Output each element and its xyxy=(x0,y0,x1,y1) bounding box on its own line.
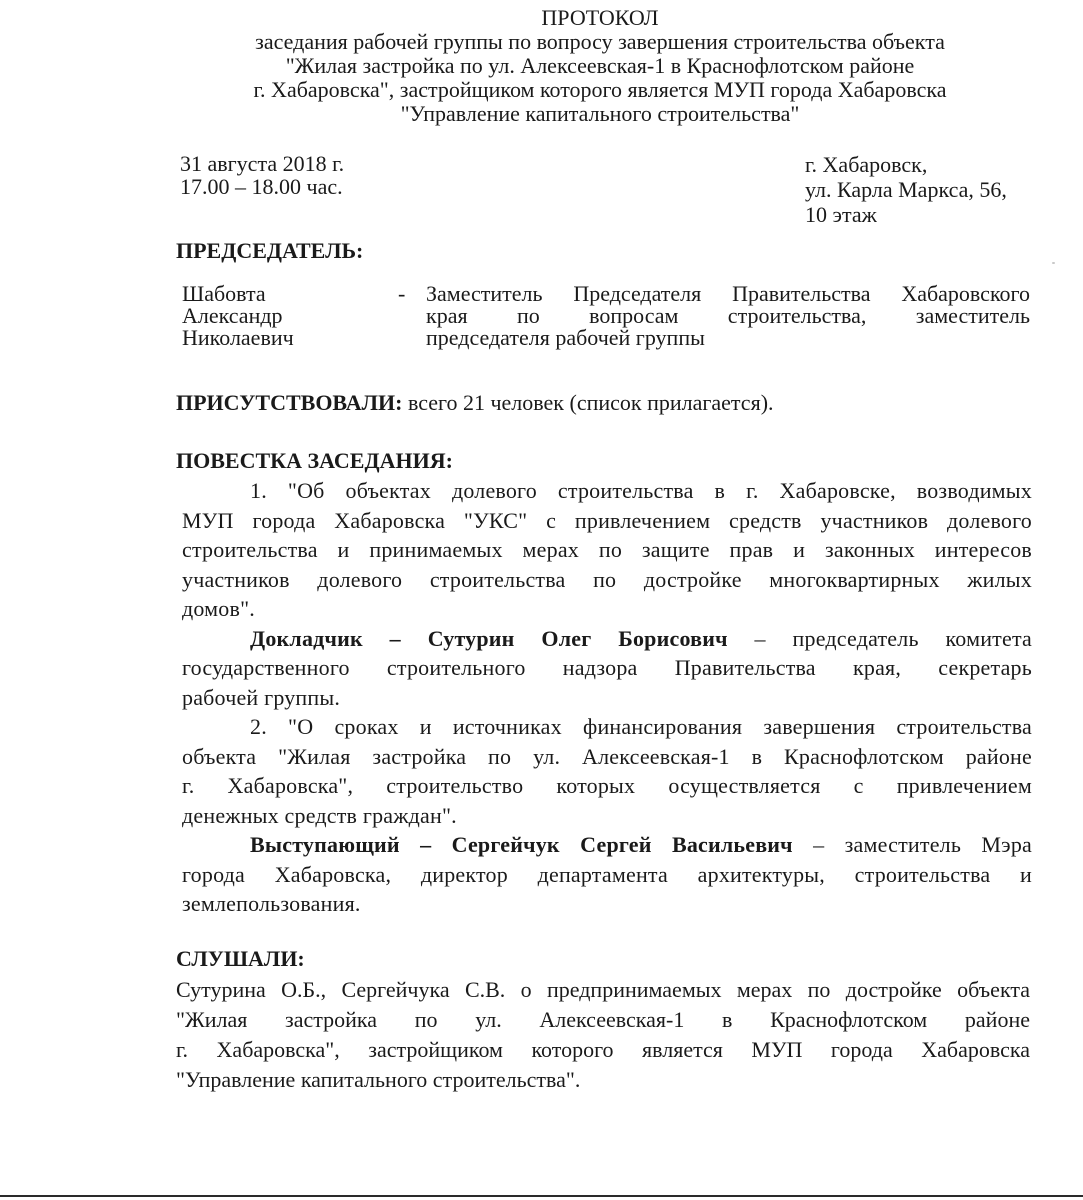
speaker-2-desc-line: землепользования. xyxy=(182,891,361,916)
chair-heading: ПРЕДСЕДАТЕЛЬ: xyxy=(176,238,364,263)
heard-line: г. Хабаровска", застройщиком которого является МУП города Хабаровска xyxy=(176,1037,1030,1062)
agenda-item-1-line: строительства и принимаемых мерах по защите прав и законных интересов xyxy=(182,537,1032,562)
header-line: г. Хабаровска", застройщиком которого является МУП города Хабаровска xyxy=(253,77,947,102)
scan-speck xyxy=(1052,262,1055,264)
chair-dash: - xyxy=(398,281,406,306)
speaker-2-line xyxy=(182,830,1032,860)
agenda-item-2-line: денежных средств граждан". xyxy=(182,802,457,828)
document-header xyxy=(160,6,1040,126)
heard-line: "Жилая застройка по ул. Алексеевская-1 в Краснофлотском районе xyxy=(176,1007,1030,1032)
page-bottom-edge xyxy=(0,1195,1083,1197)
speaker-2-label: Выступающий – Сергейчук Сергей Васильевич xyxy=(250,832,793,857)
chair-role xyxy=(426,283,1030,349)
meeting-time: 17.00 – 18.00 час. xyxy=(180,174,343,199)
chair-role-line: председателя рабочей группы xyxy=(426,325,705,350)
chair-name-line: Шабовта xyxy=(182,281,266,306)
speaker-2-desc-line: города Хабаровска, директор департамента архитектуры, строительства и xyxy=(182,861,1032,887)
header-line: "Управление капитального строительства" xyxy=(400,101,800,126)
speaker-1-desc-line: рабочей группы. xyxy=(182,684,341,710)
chair-role-line: Заместитель Председателя Правительства Хабаровского xyxy=(426,281,1030,306)
agenda-body xyxy=(182,476,1032,919)
location-street: ул. Карла Маркса, 56, xyxy=(805,177,1007,202)
speaker-1-desc-line: государственного строительного надзора Правительства края, секретарь xyxy=(182,655,1032,680)
agenda-item-2-line: 2. "О сроках и источниках финансирования завершения строительства xyxy=(250,714,1032,739)
meeting-location xyxy=(805,152,1007,227)
attendance-text: всего 21 человек (список прилагается). xyxy=(402,390,774,415)
chair-name-line: Александр xyxy=(182,303,283,328)
agenda-item-1-line: МУП города Хабаровска "УКС" с привлечением средств участников долевого xyxy=(182,507,1032,533)
heard-heading: СЛУШАЛИ: xyxy=(176,946,305,971)
agenda-item-1-line: домов". xyxy=(182,596,255,621)
speaker-1-rest: – председатель комитета xyxy=(727,625,1032,651)
speaker-1-line xyxy=(182,624,1032,654)
meeting-datetime xyxy=(180,152,344,198)
agenda-heading: ПОВЕСТКА ЗАСЕДАНИЯ: xyxy=(176,448,453,473)
speaker-1-label: Докладчик – Сутурин Олег Борисович xyxy=(250,625,728,651)
agenda-item-2-line: г. Хабаровска", строительство которых осуществляется с привлечением xyxy=(182,773,1032,798)
agenda-item-1-line: участников долевого строительства по достройке многоквартирных жилых xyxy=(182,566,1032,592)
heard-body xyxy=(176,975,1030,1095)
agenda-item-1-line: 1. "Об объектах долевого строительства в г. Хабаровске, возводимых xyxy=(250,478,1032,503)
chair-name-line: Николаевич xyxy=(182,325,294,350)
header-line: заседания рабочей группы по вопросу завершения строительства объекта xyxy=(255,29,945,54)
meeting-date: 31 августа 2018 г. xyxy=(180,151,345,176)
heard-line: Сутурина О.Б., Сергейчука С.В. о предпринимаемых мерах по достройке объекта xyxy=(176,977,1030,1002)
location-city: г. Хабаровск, xyxy=(805,152,928,177)
location-floor: 10 этаж xyxy=(805,202,877,227)
speaker-2-rest: – заместитель Мэра xyxy=(792,832,1032,857)
attendance-label: ПРИСУТСТВОВАЛИ: xyxy=(176,390,403,415)
heard-line: "Управление капитального строительства". xyxy=(176,1067,581,1092)
chair-name xyxy=(182,283,294,349)
attendance xyxy=(176,390,774,416)
document-title: ПРОТОКОЛ xyxy=(541,5,659,30)
header-line: "Жилая застройка по ул. Алексеевская-1 в Краснофлотском районе xyxy=(285,53,915,78)
agenda-item-2-line: объекта "Жилая застройка по ул. Алексеевская-1 в Краснофлотском районе xyxy=(182,743,1032,769)
chair-role-line: края по вопросам строительства, заместитель xyxy=(426,303,1030,328)
